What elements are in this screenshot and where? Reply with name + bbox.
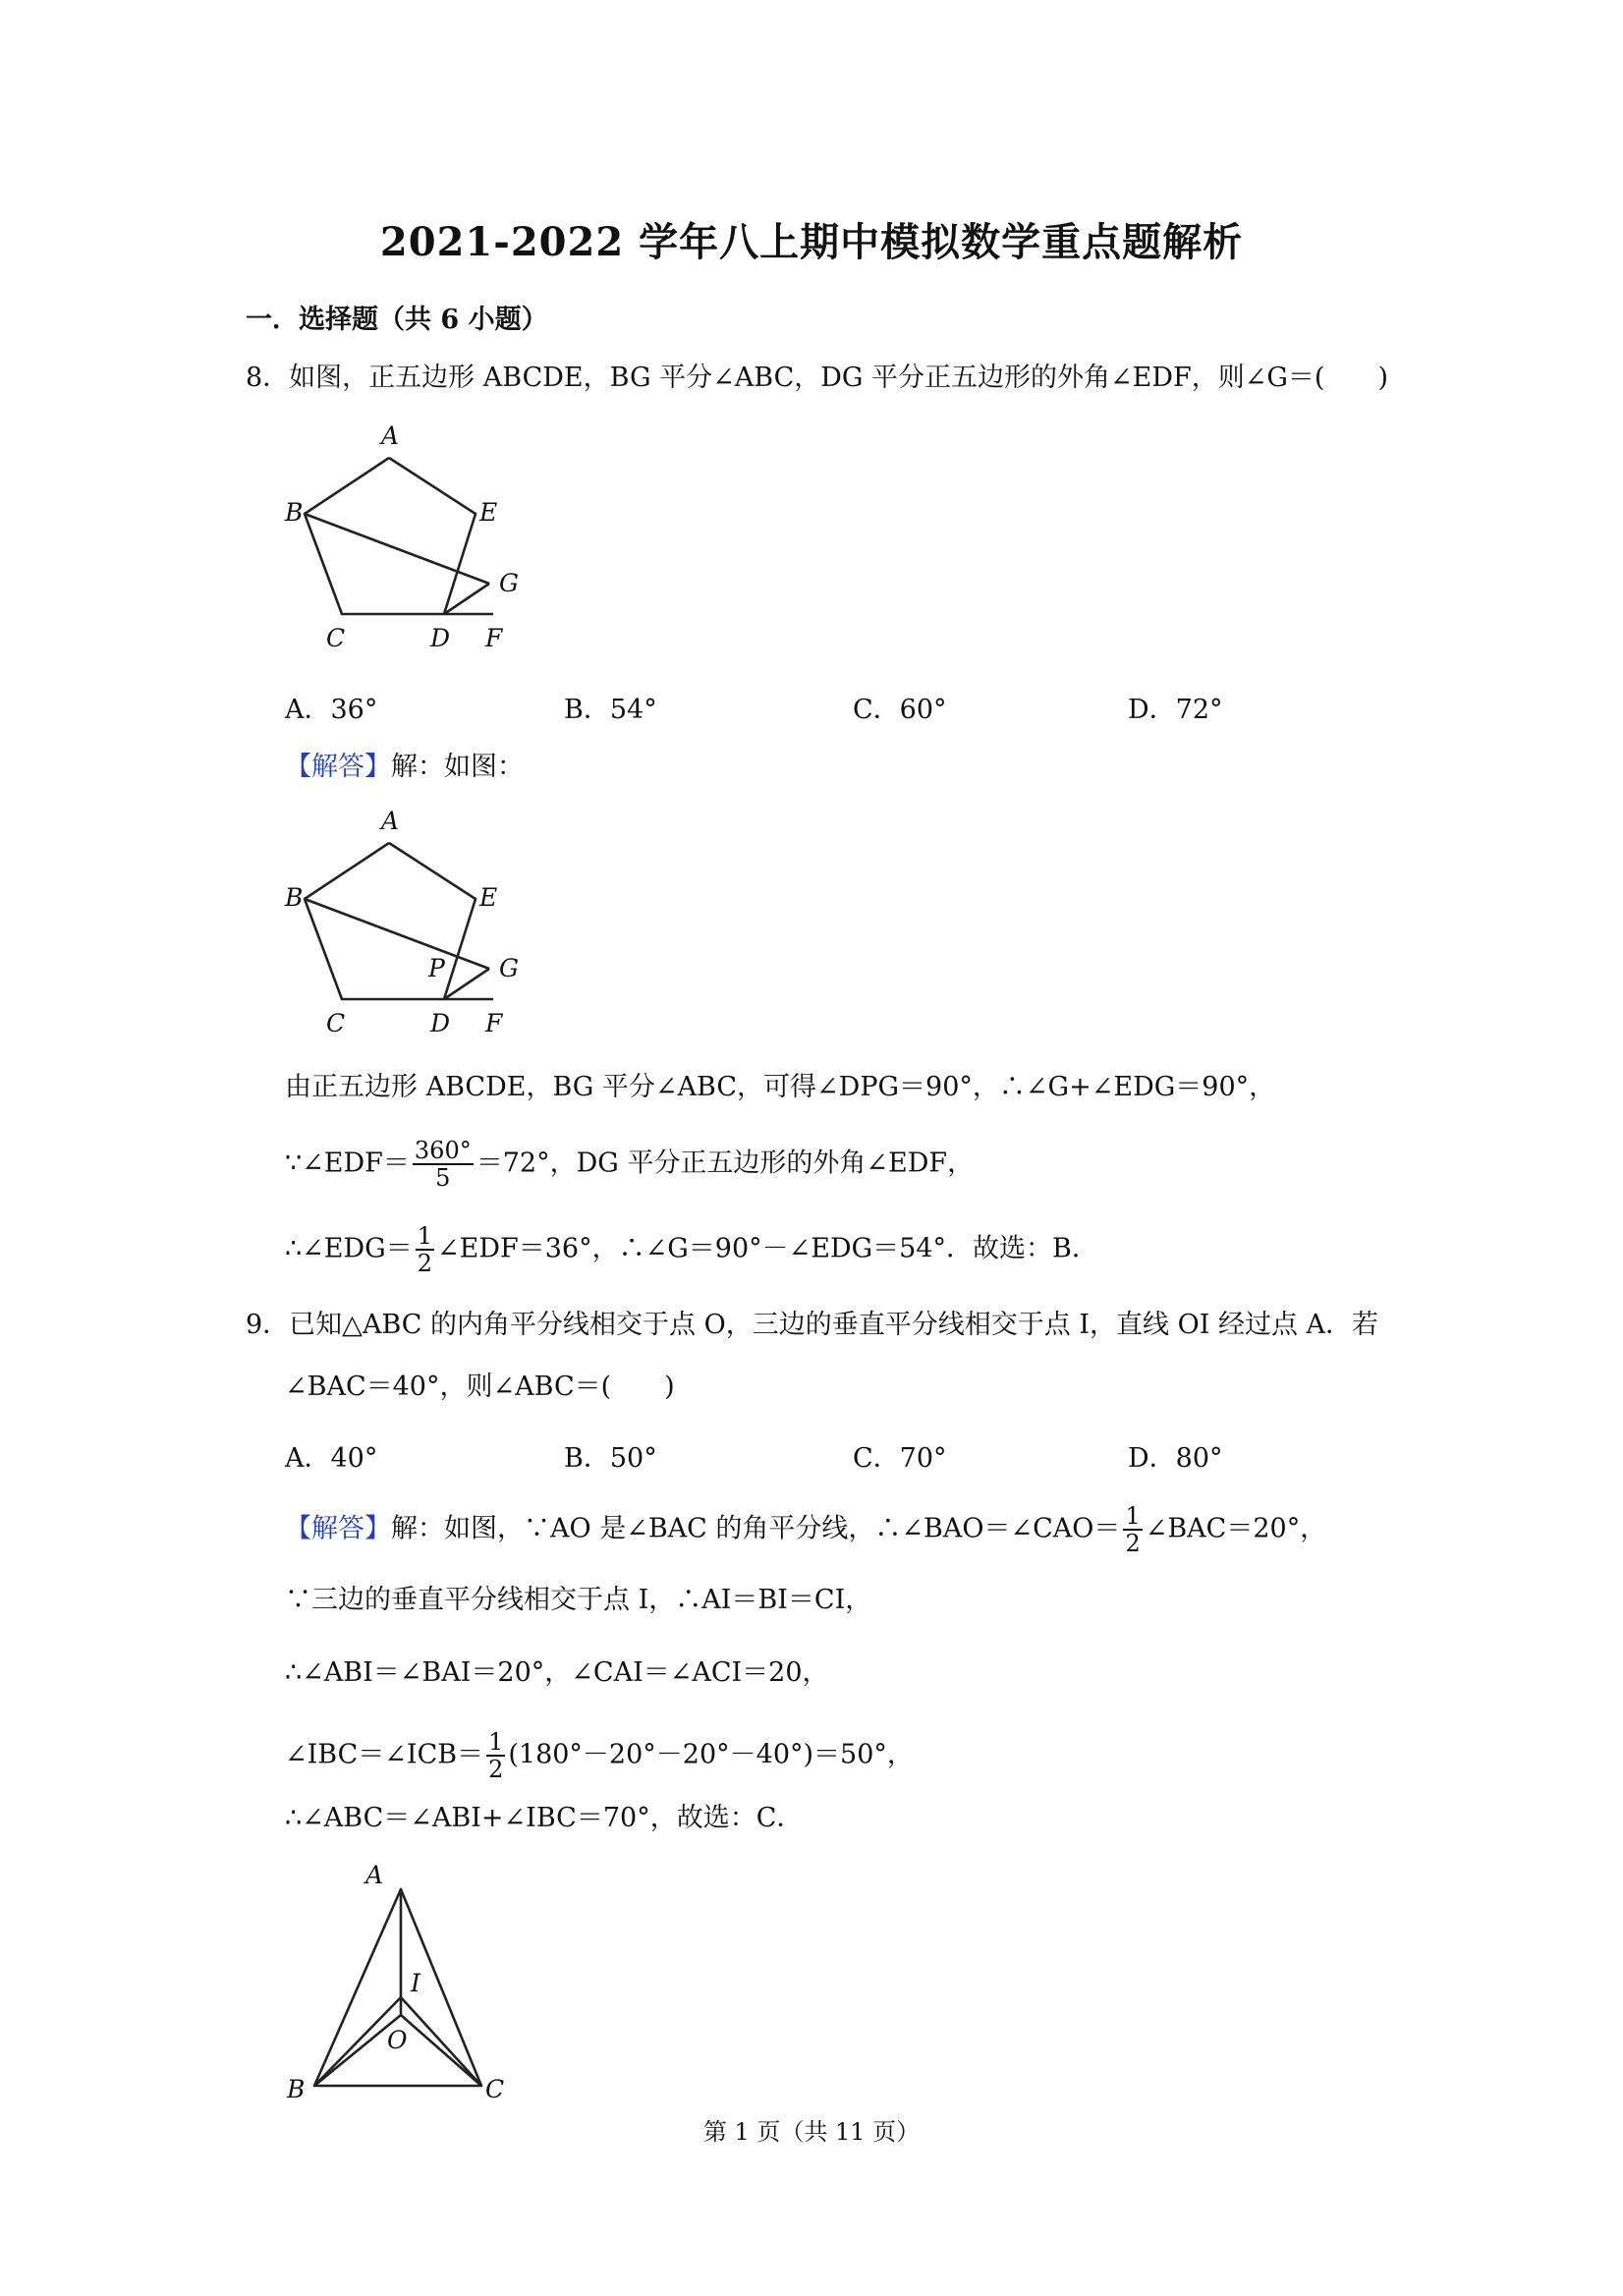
label-p: P: [428, 954, 445, 982]
label-c: C: [326, 1009, 346, 1037]
q8-option-c: C．60°: [853, 695, 947, 725]
label-e: E: [479, 883, 498, 912]
triangle-abc: [314, 1889, 481, 2086]
q9-solution-line-3: ∴∠ABI＝∠BAI＝20°，∠CAI＝∠ACI＝20，: [285, 1657, 829, 1688]
q8-option-a: A．36°: [285, 695, 378, 725]
answer-tag: 【解答】: [285, 752, 391, 782]
answer-tag: 【解答】: [285, 1513, 391, 1544]
q9-solution-line-4: [285, 1729, 914, 1782]
label-c: C: [485, 2075, 505, 2103]
fraction-denominator: 2: [417, 1250, 433, 1277]
line4-suffix: (180°－20°－20°－40°)＝50°，: [508, 1739, 914, 1770]
label-f: F: [485, 624, 503, 652]
q9-option-b: B．50°: [564, 1443, 657, 1474]
fraction-denominator: 5: [435, 1164, 451, 1192]
label-a: A: [381, 422, 400, 450]
page-title: 2021-2022 学年八上期中模拟数学重点题解析: [379, 219, 1244, 265]
q9-stem-line-1: 9．已知△ABC 的内角平分线相交于点 O，三边的垂直平分线相交于点 I，直线 OI 经过点 A．若: [246, 1310, 1379, 1340]
fraction-numerator: 1: [1125, 1502, 1141, 1530]
fraction: [1123, 1503, 1142, 1556]
label-b: B: [287, 2075, 306, 2103]
q8-stem: 8．如图，正五边形 ABCDE，BG 平分∠ABC，DG 平分正五边形的外角∠EDF，则∠G＝( ): [246, 363, 1389, 393]
q9-option-c: C．70°: [853, 1443, 947, 1474]
label-g: G: [499, 954, 519, 982]
fraction-denominator: 2: [488, 1756, 504, 1783]
bisector-dg: [444, 969, 489, 999]
label-a: A: [365, 1862, 384, 1889]
line1-prefix: 解：如图，∵AO 是∠BAC 的角平分线，∴∠BAO＝∠CAO＝: [391, 1513, 1121, 1544]
fraction-numerator: 1: [488, 1728, 504, 1756]
fraction: [486, 1729, 505, 1782]
label-d: D: [430, 624, 451, 652]
fraction-numerator: 360°: [414, 1137, 472, 1164]
fraction: [416, 1223, 434, 1276]
q9-triangle-figure: [275, 1862, 531, 2107]
label-e: E: [479, 498, 498, 527]
line4-prefix: ∠IBC＝∠ICB＝: [285, 1739, 484, 1770]
page-footer: 第 1 页（共 11 页）: [702, 2118, 921, 2146]
q8-solution-line-1: 由正五边形 ABCDE，BG 平分∠ABC，可得∠DPG＝90°，∴∠G+∠EDG＝90°，: [285, 1072, 1276, 1102]
fraction-numerator: 1: [417, 1222, 433, 1250]
label-d: D: [430, 1009, 451, 1037]
q8-option-b: B．54°: [564, 695, 657, 725]
line2-prefix: ∵∠EDF＝: [285, 1148, 410, 1179]
q9-option-a: A．40°: [285, 1443, 378, 1474]
segment-ci: [401, 1997, 481, 2086]
q8-solution-line-3: [285, 1223, 1098, 1276]
label-b: B: [285, 498, 304, 527]
q8-answer-intro: [285, 751, 524, 784]
label-b: B: [285, 883, 304, 912]
label-c: C: [326, 624, 346, 652]
label-o: O: [387, 2026, 408, 2054]
line3-suffix: ∠EDF＝36°，∴∠G＝90°－∠EDG＝54°．故选：B．: [437, 1233, 1098, 1264]
pentagon-outline: [305, 843, 476, 999]
bisector-bg: [305, 899, 489, 969]
q9-solution-line-2: ∵三边的垂直平分线相交于点 I，∴AI＝BI＝CI，: [285, 1585, 872, 1615]
fraction-denominator: 2: [1125, 1530, 1141, 1557]
q9-stem-line-2: ∠BAC＝40°，则∠ABC＝( ): [285, 1372, 675, 1402]
fraction: [413, 1138, 474, 1191]
label-g: G: [499, 569, 519, 597]
label-a: A: [381, 808, 400, 835]
line3-prefix: ∴∠EDG＝: [285, 1233, 413, 1264]
q9-solution-line-5: ∴∠ABC＝∠ABI+∠IBC＝70°，故选：C．: [285, 1803, 804, 1833]
line1-suffix: ∠BAC＝20°，: [1145, 1513, 1327, 1544]
label-i: I: [411, 1969, 420, 1997]
segment-co: [401, 2015, 481, 2086]
label-f: F: [485, 1009, 503, 1037]
q9-option-d: D．80°: [1128, 1443, 1223, 1474]
q8-option-d: D．72°: [1128, 695, 1223, 725]
q9-solution-line-1: [285, 1503, 1326, 1556]
bisector-bg: [305, 514, 489, 584]
bisector-dg: [444, 584, 489, 614]
q8-solution-line-2: [285, 1138, 974, 1191]
q8-pentagon-figure: [275, 422, 550, 658]
section-heading: 一．选择题（共 6 小题）: [246, 305, 548, 335]
line2-suffix: ＝72°，DG 平分正五边形的外角∠EDF，: [476, 1148, 975, 1179]
answer-intro-text: 解：如图：: [391, 752, 524, 782]
q8-answer-figure: [275, 808, 550, 1043]
pentagon-outline: [305, 458, 476, 614]
